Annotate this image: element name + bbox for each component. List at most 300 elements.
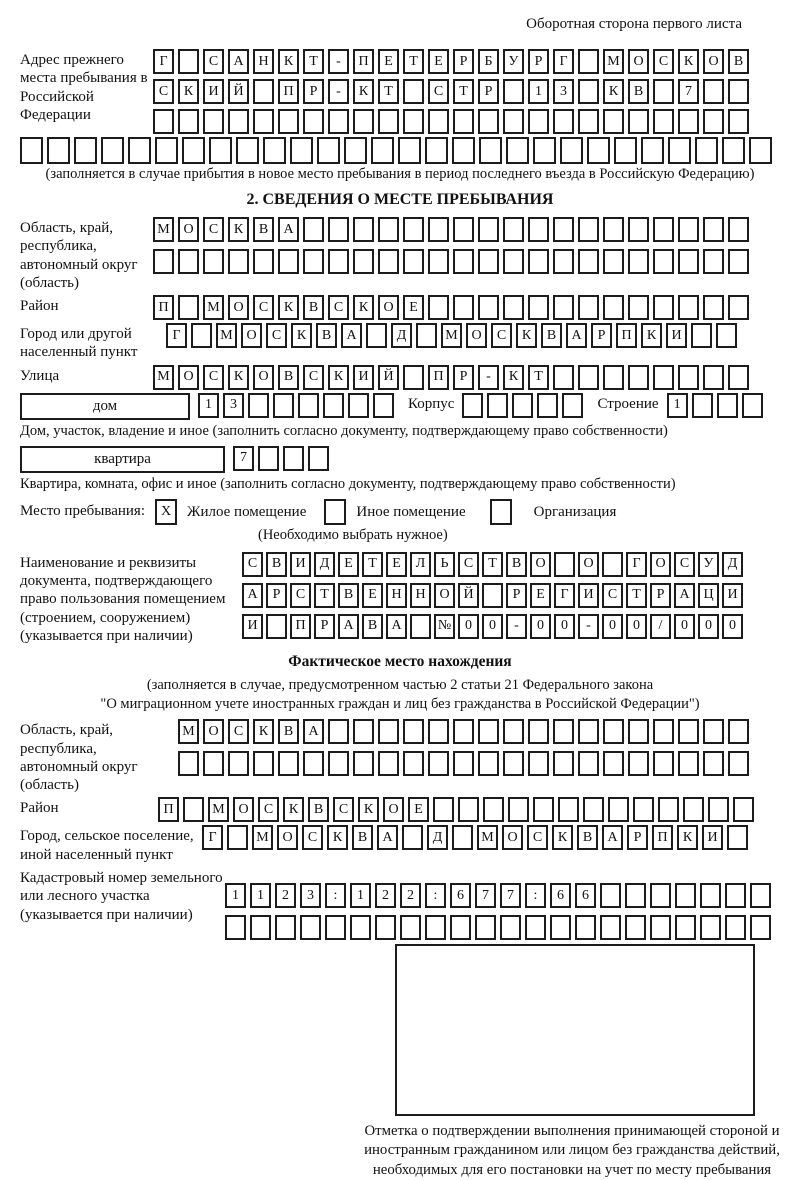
char-cell [479,137,502,164]
char-cell [678,109,699,134]
char-cell: К [516,323,537,348]
char-cell: О [650,552,671,577]
char-cell [344,137,367,164]
actual-subtitle-2: "О миграционном учете иностранных граждан и лиц без гражданства в Российской Федерации") [100,696,700,713]
char-cell [703,719,724,744]
char-cell: А [341,323,362,348]
apartment-caption: Квартира, комната, офис и иное (заполнить согласно документу, подтверждающему право собственности) [20,475,676,492]
actual-region-label: Область, край, республика, автономный округ (область) [20,722,138,794]
cadastral-label: Кадастровый номер земельного или лесного участка (указывается при наличии) [20,870,223,923]
char-cell: А [303,719,324,744]
char-cell: К [253,719,274,744]
char-cell [248,393,269,418]
char-cell: С [303,365,324,390]
char-cell: М [252,825,273,850]
char-cell: О [378,295,399,320]
char-cell: - [578,614,599,639]
char-cell: 7 [475,883,496,908]
char-cell: Т [482,552,503,577]
char-cell: П [353,49,374,74]
char-cell [578,751,599,776]
char-cell: 1 [350,883,371,908]
char-cell [482,583,503,608]
char-cell [191,323,212,348]
char-cell: - [506,614,527,639]
char-cell: Т [626,583,647,608]
char-cell [503,109,524,134]
house-box: дом [20,393,190,420]
char-cell: О [253,365,274,390]
char-cell: А [386,614,407,639]
char-cell: 7 [678,79,699,104]
char-cell [728,249,749,274]
district-label: Район [20,298,59,315]
char-cell [691,323,712,348]
char-cell: Г [202,825,223,850]
char-cell: А [566,323,587,348]
char-cell: У [503,49,524,74]
char-cell [378,249,399,274]
char-cell [628,109,649,134]
char-cell [653,295,674,320]
char-cell [453,719,474,744]
char-cell: Р [266,583,287,608]
char-cell [703,751,724,776]
char-cell [728,719,749,744]
char-cell [250,915,271,940]
char-cell [728,295,749,320]
district-section [20,295,780,320]
char-cell [583,797,604,822]
char-cell: Т [303,49,324,74]
char-cell: К [283,797,304,822]
stamp-caption: Отметка о подтверждении выполнения принимающей стороной и иностранным гражданином или лицом без гражданства действий, необходимых для его постановки на учет по месту пребывания [364,1123,780,1178]
actual-city-section [20,825,780,864]
actual-subtitle-1: (заполняется в случае, предусмотренном частью 2 статьи 21 Федерального закона [146,677,654,694]
char-cell [373,393,394,418]
house-number-row [198,393,398,418]
char-cell: В [728,49,749,74]
char-cell: Р [453,365,474,390]
char-cell [453,249,474,274]
char-cell: 6 [550,883,571,908]
char-cell [717,393,738,418]
char-cell [410,614,431,639]
char-cell [228,751,249,776]
char-cell: О [203,719,224,744]
char-cell: К [178,79,199,104]
char-cell: К [278,295,299,320]
char-cell [183,797,204,822]
char-cell [375,915,396,940]
char-cell [728,217,749,242]
char-cell: П [428,365,449,390]
char-cell [650,883,671,908]
char-cell [703,109,724,134]
char-cell: А [377,825,398,850]
house-row [20,393,780,420]
doc-row-3 [242,614,746,639]
char-cell: Г [626,552,647,577]
char-cell [236,137,259,164]
char-cell [258,446,279,471]
char-cell: И [353,365,374,390]
char-cell [353,249,374,274]
char-cell [727,825,748,850]
char-cell: О [703,49,724,74]
char-cell: Е [428,49,449,74]
stay-type-checkbox-org [490,499,512,525]
char-cell: А [278,217,299,242]
char-cell [600,915,621,940]
char-cell: О [502,825,523,850]
char-cell: Р [591,323,612,348]
char-cell: К [291,323,312,348]
char-cell [155,137,178,164]
char-cell: С [266,323,287,348]
char-cell: 6 [450,883,471,908]
char-cell [528,109,549,134]
char-cell [452,137,475,164]
char-cell: Г [153,49,174,74]
char-cell: С [527,825,548,850]
char-cell: 0 [698,614,719,639]
char-cell [683,797,704,822]
korpus-label: Корпус [408,395,455,412]
char-cell [278,109,299,134]
char-cell: Е [408,797,429,822]
char-cell [558,797,579,822]
char-cell [452,825,473,850]
stamp-box [395,944,755,1116]
char-cell [750,883,771,908]
char-cell: 1 [198,393,219,418]
char-cell [353,217,374,242]
char-cell: К [327,825,348,850]
char-cell [578,295,599,320]
char-cell [453,295,474,320]
char-cell [20,137,43,164]
char-cell [101,137,124,164]
char-cell [398,137,421,164]
char-cell [603,249,624,274]
char-cell: О [233,797,254,822]
char-cell [428,109,449,134]
char-cell [658,797,679,822]
char-cell: 2 [400,883,421,908]
char-cell: О [178,365,199,390]
char-cell [323,393,344,418]
char-cell: М [178,719,199,744]
char-cell: М [203,295,224,320]
char-cell: О [277,825,298,850]
char-cell: Р [478,79,499,104]
char-cell [278,751,299,776]
char-cell: 2 [375,883,396,908]
char-cell: Е [386,552,407,577]
char-cell: Т [314,583,335,608]
cadastral-row-1 [225,883,775,908]
char-cell: 1 [250,883,271,908]
actual-district-section [20,797,780,822]
char-cell: Е [362,583,383,608]
char-cell [695,137,718,164]
char-cell [266,614,287,639]
char-cell: 0 [626,614,647,639]
char-cell [750,915,771,940]
char-cell [403,217,424,242]
char-cell: В [577,825,598,850]
char-cell: К [228,217,249,242]
prev-address-row-3 [153,109,753,134]
char-cell [628,249,649,274]
street-row [153,365,753,390]
char-cell [353,751,374,776]
char-cell [525,915,546,940]
char-cell [403,751,424,776]
char-cell: Е [378,49,399,74]
char-cell: Е [530,583,551,608]
char-cell: Е [338,552,359,577]
char-cell: Г [553,49,574,74]
doc-row-1 [242,552,746,577]
char-cell [74,137,97,164]
char-cell [317,137,340,164]
char-cell [703,295,724,320]
char-cell [503,249,524,274]
char-cell: В [266,552,287,577]
char-cell [483,797,504,822]
char-cell: П [290,614,311,639]
char-cell: К [328,365,349,390]
char-cell [603,365,624,390]
char-cell: О [628,49,649,74]
char-cell: Д [391,323,412,348]
stay-type-checkbox-inoe [324,499,346,525]
char-cell [453,109,474,134]
char-cell [578,365,599,390]
char-cell [425,137,448,164]
char-cell [700,915,721,940]
char-cell: И [578,583,599,608]
char-cell: К [677,825,698,850]
char-cell: О [241,323,262,348]
char-cell [350,915,371,940]
char-cell: П [158,797,179,822]
char-cell: С [290,583,311,608]
char-cell [553,719,574,744]
char-cell [578,217,599,242]
char-cell: В [541,323,562,348]
char-cell [600,883,621,908]
char-cell [303,249,324,274]
choose-note: (Необходимо выбрать нужное) [258,526,448,543]
char-cell [478,109,499,134]
char-cell: С [302,825,323,850]
char-cell: В [352,825,373,850]
char-cell [678,295,699,320]
char-cell [178,249,199,274]
char-cell [500,915,521,940]
char-cell [641,137,664,164]
char-cell [578,109,599,134]
char-cell [227,825,248,850]
char-cell: Т [453,79,474,104]
char-cell: Р [650,583,671,608]
stay-option-inoe: Иное помещение [356,503,466,520]
char-cell [503,217,524,242]
char-cell: О [578,552,599,577]
char-cell [378,719,399,744]
char-cell: А [228,49,249,74]
char-cell [503,295,524,320]
cadastral-section [20,867,780,940]
char-cell: Т [403,49,424,74]
char-cell [428,295,449,320]
char-cell [628,365,649,390]
char-cell: С [333,797,354,822]
char-cell [203,109,224,134]
char-cell [503,719,524,744]
apartment-box: квартира [20,446,225,473]
char-cell: С [491,323,512,348]
char-cell [625,883,646,908]
char-cell: В [338,583,359,608]
char-cell [403,365,424,390]
char-cell [453,751,474,776]
char-cell [553,365,574,390]
char-cell [653,249,674,274]
char-cell: С [203,217,224,242]
char-cell: Г [554,583,575,608]
char-cell: С [228,719,249,744]
char-cell [253,751,274,776]
char-cell [553,295,574,320]
char-cell [478,751,499,776]
actual-region-row-2 [178,751,753,776]
actual-city-label: Город, сельское поселение, иной населенный пункт [20,828,194,863]
char-cell: О [530,552,551,577]
char-cell [403,109,424,134]
char-cell [203,751,224,776]
char-cell [528,751,549,776]
char-cell: И [702,825,723,850]
char-cell: 0 [458,614,479,639]
char-cell: К [678,49,699,74]
char-cell [487,393,508,418]
char-cell [528,249,549,274]
char-cell: С [203,365,224,390]
char-cell [578,49,599,74]
city-section [20,323,780,362]
char-cell [533,797,554,822]
char-cell [378,217,399,242]
char-cell: К [228,365,249,390]
char-cell [553,249,574,274]
actual-city-row [202,825,752,850]
char-cell [508,797,529,822]
char-cell: С [653,49,674,74]
char-cell [328,217,349,242]
char-cell: 7 [233,446,254,471]
char-cell [182,137,205,164]
char-cell [725,915,746,940]
char-cell [278,249,299,274]
char-cell: В [316,323,337,348]
char-cell [503,751,524,776]
char-cell: С [674,552,695,577]
char-cell: - [328,49,349,74]
char-cell [562,393,583,418]
char-cell [700,883,721,908]
char-cell [228,249,249,274]
char-cell [273,393,294,418]
char-cell [603,751,624,776]
char-cell [728,751,749,776]
char-cell: С [242,552,263,577]
char-cell: Й [378,365,399,390]
char-cell [425,915,446,940]
char-cell: У [698,552,719,577]
char-cell [353,109,374,134]
char-cell: 3 [553,79,574,104]
char-cell: Т [378,79,399,104]
char-cell: О [228,295,249,320]
char-cell: С [253,295,274,320]
district-row [153,295,753,320]
char-cell: И [203,79,224,104]
char-cell [348,393,369,418]
char-cell [578,719,599,744]
char-cell [692,393,713,418]
char-cell [728,109,749,134]
char-cell: М [216,323,237,348]
char-cell: : [325,883,346,908]
char-cell [614,137,637,164]
char-cell [603,109,624,134]
actual-district-label: Район [20,800,59,817]
char-cell [178,49,199,74]
actual-region-row-1 [178,719,753,744]
char-cell [554,552,575,577]
char-cell [602,552,623,577]
char-cell [128,137,151,164]
char-cell: 0 [722,614,743,639]
char-cell [47,137,70,164]
char-cell: К [353,79,374,104]
prev-address-caption: (заполняется в случае прибытия в новое место пребывания в период последнего въезда в Российскую Федерацию) [45,166,755,182]
char-cell [298,393,319,418]
char-cell [328,249,349,274]
char-cell: М [603,49,624,74]
char-cell: 6 [575,883,596,908]
char-cell [416,323,437,348]
char-cell: В [506,552,527,577]
char-cell [653,751,674,776]
char-cell [403,249,424,274]
char-cell [328,751,349,776]
char-cell [728,79,749,104]
char-cell [653,79,674,104]
char-cell: 7 [500,883,521,908]
region-section [20,217,780,292]
char-cell [653,719,674,744]
char-cell [403,719,424,744]
char-cell: П [652,825,673,850]
char-cell [478,719,499,744]
char-cell [528,719,549,744]
char-cell [263,137,286,164]
